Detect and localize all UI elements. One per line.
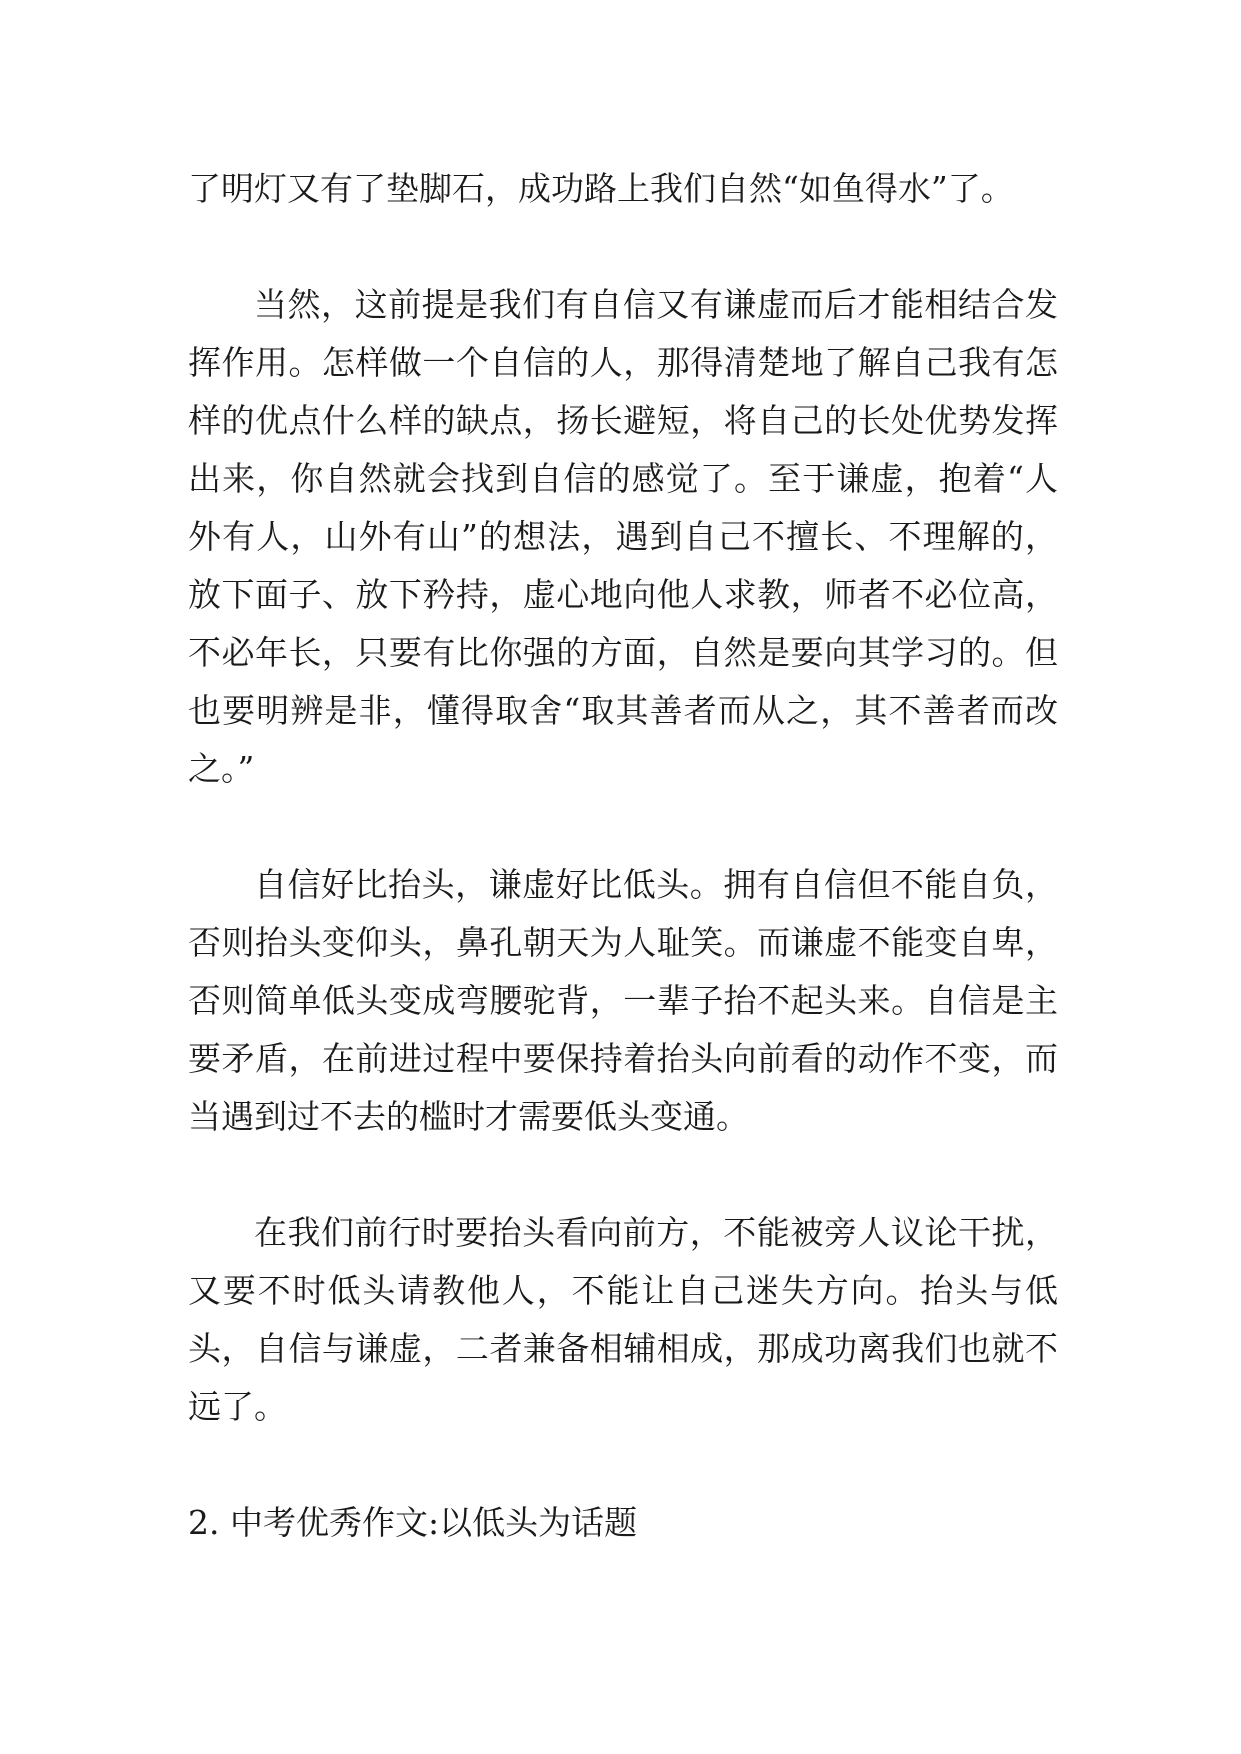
section-heading: 2. 中考优秀作文:以低头为话题 [188,1503,638,1542]
paragraph: 当然，这前提是我们有自信又有谦虚而后才能相结合发挥作用。怎样做一个自信的人，那得清楚地了解自己我有怎样的优点什么样的缺点，扬长避短，将自己的长处优势发挥出来，你自然就会找到自信的感觉了。至于谦虚，抱着“人外有人，山外有山”的想法，遇到自己不擅长、不理解的，放下面子、放下矜持，虚心地向他人求教，师者不必位高，不必年长，只要有比你强的方面，自然是要向其学习的。但也要明辨是非，懂得取舍“取其善者而从之，其不善者而改之。” [188,285,1058,788]
paragraph-gap [188,1146,1058,1204]
paragraph: 在我们前行时要抬头看向前方，不能被旁人议论干扰，又要不时低头请教他人，不能让自己迷失方向。抬头与低头，自信与谦虚，二者兼备相辅相成，那成功离我们也就不远了。 [188,1213,1058,1426]
paragraph-gap [188,798,1058,856]
paragraph: 自信好比抬头，谦虚好比低头。拥有自信但不能自负，否则抬头变仰头，鼻孔朝天为人耻笑。而谦虚不能变自卑，否则简单低头变成弯腰驼背，一辈子抬不起头来。自信是主要矛盾，在前进过程中要保持着抬头向前看的动作不变，而当遇到过不去的槛时才需要低头变通。 [188,865,1058,1136]
paragraph-continuation: 了明灯又有了垫脚石，成功路上我们自然“如鱼得水”了。 [188,169,1014,208]
document-body [188,160,1058,1552]
paragraph-gap [188,218,1058,276]
paragraph-gap [188,1436,1058,1494]
